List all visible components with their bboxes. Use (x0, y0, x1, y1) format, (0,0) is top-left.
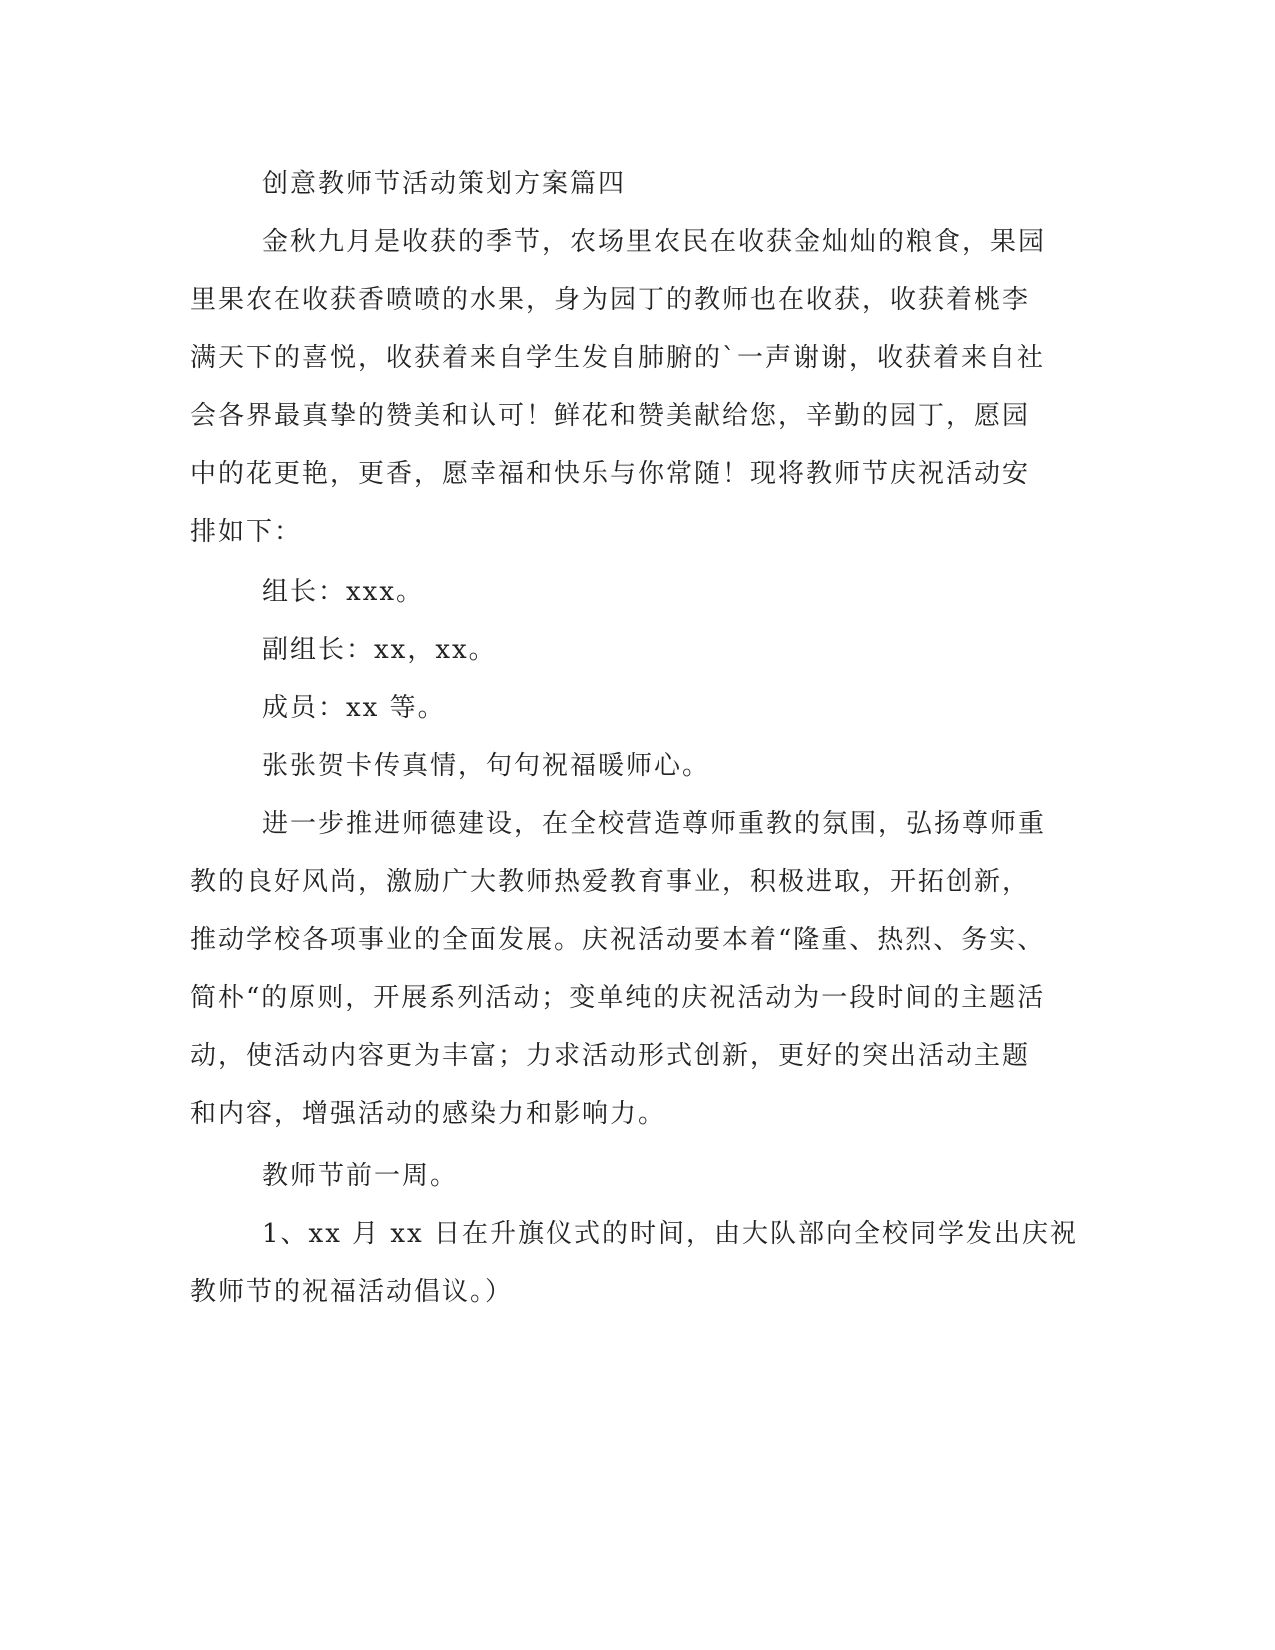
members-line: 成员：xx 等。 (262, 693, 446, 723)
intro-paragraph-line: 排如下： (190, 517, 303, 547)
purpose-paragraph-line: 简朴“的原则，开展系列活动；变单纯的庆祝活动为一段时间的主题活 (190, 983, 1046, 1013)
time-line: 教师节前一周。 (262, 1161, 459, 1191)
purpose-paragraph-line: 动，使活动内容更为丰富；力求活动形式创新，更好的突出活动主题 (190, 1041, 1031, 1071)
deputy-leader-line: 副组长：xx，xx。 (262, 635, 497, 665)
slogan-line: 张张贺卡传真情，句句祝福暖师心。 (262, 751, 711, 781)
purpose-paragraph-line: 进一步推进师德建设，在全校营造尊师重教的氛围，弘扬尊师重 (262, 809, 1047, 839)
item-1-line: 教师节的祝福活动倡议。） (190, 1277, 514, 1307)
intro-paragraph-line: 会各界最真挚的赞美和认可！鲜花和赞美献给您，辛勤的园丁，愿园 (190, 401, 1031, 431)
intro-paragraph-line: 中的花更艳，更香，愿幸福和快乐与你常随！现将教师节庆祝活动安 (190, 459, 1031, 489)
item-1-line: 1、xx 月 xx 日在升旗仪式的时间，由大队部向全校同学发出庆祝 (262, 1219, 1078, 1249)
purpose-paragraph-line: 教的良好风尚，激励广大教师热爱教育事业，积极进取，开拓创新， (190, 867, 1031, 897)
leader-line: 组长：xxx。 (262, 577, 424, 607)
purpose-paragraph-line: 推动学校各项事业的全面发展。庆祝活动要本着“隆重、热烈、务实、 (190, 925, 1046, 955)
intro-paragraph-line: 满天下的喜悦，收获着来自学生发自肺腑的`一声谢谢，收获着来自社 (190, 343, 1046, 373)
intro-paragraph-line: 里果农在收获香喷喷的水果，身为园丁的教师也在收获，收获着桃李 (190, 285, 1031, 315)
purpose-paragraph-line: 和内容，增强活动的感染力和影响力。 (190, 1099, 667, 1129)
intro-paragraph-line: 金秋九月是收获的季节，农场里农民在收获金灿灿的粮食，果园 (262, 227, 1047, 257)
document-title: 创意教师节活动策划方案篇四 (262, 169, 627, 199)
